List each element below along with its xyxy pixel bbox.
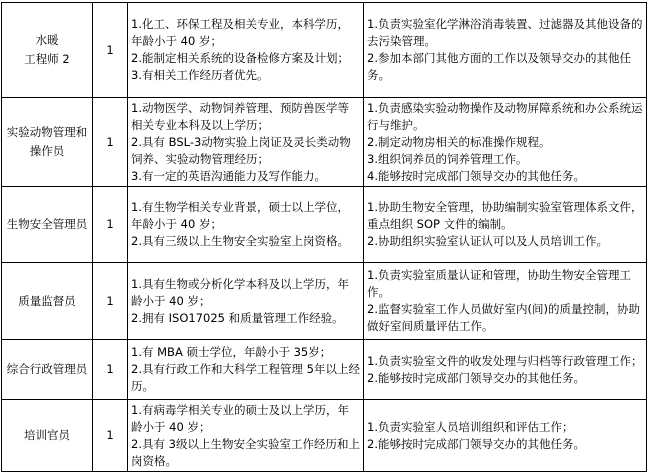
duties-cell xyxy=(364,340,647,400)
requirement-item: 2.具有 3级以上生物安全实验室工作经历和上岗资格。 xyxy=(131,436,360,468)
headcount: 1 xyxy=(93,400,128,472)
headcount: 1 xyxy=(93,263,128,340)
position-title-line: 综合行政管理员 xyxy=(6,362,88,376)
duty-item: 2.监督实验室工作人员做好室内(间)的质量控制，协助做好室间质量评估工作。 xyxy=(367,302,640,333)
table-row xyxy=(2,340,647,400)
requirements-cell xyxy=(128,187,364,263)
duty-item: 2.能够按时完成部门领导交办的其他任务。 xyxy=(367,370,585,385)
duty-item: 3.组织饲养员的饲养管理工作。 xyxy=(367,151,528,166)
table-row xyxy=(2,98,647,187)
requirement-item: 2.拥有 ISO17025 和质量管理工作经验。 xyxy=(131,310,344,325)
table-row xyxy=(2,400,647,472)
requirement-item: 3.有一定的英语沟通能力及写作能力。 xyxy=(131,168,326,183)
duty-item: 2.制定动物房相关的标准操作规程。 xyxy=(367,134,551,149)
requirement-item: 1.有生物学相关专业背景，硕士以上学位，年龄小于 40 岁； xyxy=(131,200,349,231)
requirements-cell xyxy=(128,263,364,340)
duty-item: 1.负责实验室质量认证和管理，协助生物安全管理工作。 xyxy=(367,268,631,299)
requirements-cell xyxy=(128,3,364,98)
position-title xyxy=(2,187,93,263)
position-title-line: 水暖 xyxy=(35,33,59,47)
requirement-item: 3.有相关工作经历者优先。 xyxy=(131,68,269,82)
duties-cell xyxy=(364,263,647,340)
requirement-item: 2.具有行政工作和大科学工程管理 5年以上经历。 xyxy=(131,362,360,393)
requirements-cell xyxy=(128,98,364,187)
duty-item: 1.负责感染实验动物操作及动物屏障系统和办公系统运行与维护。 xyxy=(367,100,643,132)
table-row xyxy=(2,263,647,340)
requirement-item: 1.具有生物或分析化学本科及以上学历，年龄小于 40 岁； xyxy=(131,276,349,308)
requirement-item: 2.具有 BSL-3动物实验上岗证及灵长类动物饲养、实验动物管理经历； xyxy=(131,134,351,166)
requirement-item: 2.具有三级以上生物安全实验室上岗资格。 xyxy=(131,234,349,248)
position-title-line: 实验动物管理和操作员 xyxy=(6,125,88,158)
job-positions-table xyxy=(1,2,647,472)
requirement-item: 1.动物医学、动物饲养管理、预防兽医学等相关专业本科及以上学历； xyxy=(131,100,349,132)
duties-cell xyxy=(364,98,647,187)
position-title xyxy=(2,98,93,187)
headcount: 1 xyxy=(93,98,128,187)
position-title-line: 工程师 2 xyxy=(24,52,70,66)
duty-item: 1.负责实验室化学淋浴消毒装置、过滤器及其他设备的去污染管理。 xyxy=(367,17,643,48)
position-title-line: 生物安全管理员 xyxy=(6,217,88,231)
position-title xyxy=(2,340,93,400)
duty-item: 2.能够按时完成部门领导交办的其他任务。 xyxy=(367,436,585,451)
table-row xyxy=(2,187,647,263)
duties-cell xyxy=(364,400,647,472)
duty-item: 2.参加本部门其他方面的工作以及领导交办的其他任务。 xyxy=(367,51,631,82)
duty-item: 1.负责实验室文件的收发处理与归档等行政管理工作； xyxy=(367,353,643,368)
duties-cell xyxy=(364,187,647,263)
headcount: 1 xyxy=(93,187,128,263)
duty-item: 2.协助组织实验室认证认可以及人员培训工作。 xyxy=(367,234,608,248)
requirement-item: 1.有 MBA 硕士学位，年龄小于 35岁； xyxy=(131,345,332,359)
requirement-item: 2.能制定相关系统的设备检修方案及计划； xyxy=(131,51,349,65)
position-title-line: 培训官员 xyxy=(24,428,70,442)
table-row xyxy=(2,3,647,98)
duty-item: 1.协助生物安全管理，协助编制实验室管理体系文件，重点组织 SOP 文件的编制。 xyxy=(367,200,643,231)
position-title xyxy=(2,3,93,98)
headcount: 1 xyxy=(93,3,128,98)
headcount: 1 xyxy=(93,340,128,400)
duty-item: 1.负责实验室人员培训组织和评估工作； xyxy=(367,419,574,434)
duties-cell xyxy=(364,3,647,98)
position-title xyxy=(2,263,93,340)
requirement-item: 1.化工、环保工程及相关专业，本科学历，年龄小于 40 岁； xyxy=(131,17,349,48)
requirements-cell xyxy=(128,340,364,400)
position-title xyxy=(2,400,93,472)
position-title-line: 质量监督员 xyxy=(18,293,76,308)
duty-item: 4.能够按时完成部门领导交办的其他任务。 xyxy=(367,168,585,183)
requirement-item: 1.有病毒学相关专业的硕士及以上学历，年龄小于 40 岁； xyxy=(131,402,349,434)
requirements-cell xyxy=(128,400,364,472)
